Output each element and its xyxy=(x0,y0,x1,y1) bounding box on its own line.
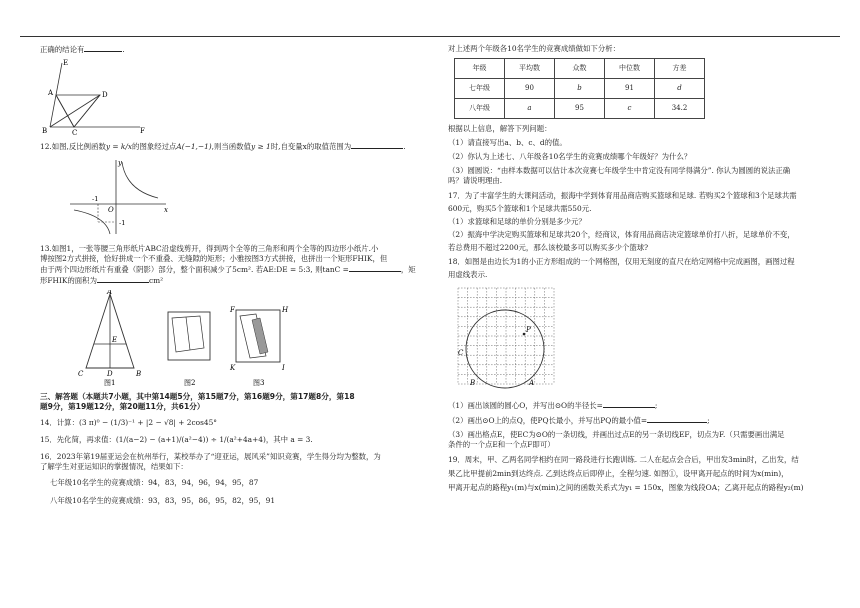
svg-text:图2: 图2 xyxy=(184,378,196,386)
svg-text:E: E xyxy=(112,335,118,344)
axis-label: y xyxy=(118,158,122,167)
q14-text: 14．计算：(3 π)⁰ − (1/3)⁻¹ + |2 − √8| + 2cos45° xyxy=(40,418,217,428)
origin-label: O xyxy=(108,205,114,214)
q16-text: 16．2023年第19届亚运会在杭州举行，某校举办了“迎亚运，展风采”知识竞赛，学生得分均为整数，为 了解学生对亚运知识的掌握情况，结果如下： 七年级10名学生的竞赛成绩：94，83，94，96，94，95，87 八年级10名学生的竞赛成绩：93，83，95，86，95，82，95，91 xyxy=(40,452,381,506)
fig-label: A xyxy=(48,88,54,97)
answer-blank xyxy=(84,44,122,52)
svg-text:B: B xyxy=(470,378,476,387)
q17-text: 17．为了丰富学生的大课间活动，振海中学到体育用品商店购买篮球和足球. 若购买2个篮球和3个足球共需 600元，购买5个篮球和1个足球共需550元. （1）求篮球和足球的单价分别是多少元？ （2）振海中学决定购买篮球和足球共20个，经商议，体育用品商店决定篮球单价打八折，足球单价不变， 若总费用不超过2200元，那么该校最多可以购买多少个篮球? xyxy=(448,190,797,252)
q11-figure xyxy=(40,55,150,135)
fig-label: C xyxy=(72,128,78,135)
axis-label: x xyxy=(164,205,168,214)
svg-text:I: I xyxy=(282,363,285,372)
header-rule xyxy=(20,36,840,37)
section-3-heading: 三、解答题（本题共7小题，其中第14题5分，第15题7分，第16题9分，第17题8分，第18 题9分，第19题12分，第20题11分，共61分） xyxy=(40,391,355,412)
answer-blank xyxy=(647,415,707,423)
svg-text:B: B xyxy=(136,369,142,378)
q12-text: 12.如图,反比例函数y = k/x的图象经过点A(−1,−1),则当函数值y ≥ 1时,自变量x的取值范围为 . xyxy=(40,141,406,151)
tick-label: -1 xyxy=(119,218,126,227)
q16-table-intro: 对上述两个年级各10名学生的竞赛成绩做如下分析： xyxy=(448,44,621,53)
answer-blank xyxy=(603,400,655,408)
svg-text:C: C xyxy=(78,369,84,378)
svg-text:D: D xyxy=(107,369,113,378)
svg-text:P: P xyxy=(526,325,531,334)
right-column xyxy=(448,44,828,493)
q18-grid-figure xyxy=(454,284,564,396)
svg-text:A: A xyxy=(529,378,535,387)
fig-label: D xyxy=(102,90,108,99)
svg-text:C: C xyxy=(458,348,464,357)
tick-label: -1 xyxy=(92,194,99,203)
table-row: 七年级 90 b 91 d xyxy=(455,78,705,98)
q18-text: 18．如图是由边长为1的小正方形组成的一个网格图，仅用无刻度的直尺在给定网格中完成画图，画图过程 用虚线表示. xyxy=(448,256,795,279)
table-header-row: 年级 平均数 众数 中位数 方差 xyxy=(455,58,705,78)
fig-label: E xyxy=(63,58,69,67)
svg-text:A: A xyxy=(107,289,113,296)
left-column xyxy=(40,44,440,506)
svg-text:图1: 图1 xyxy=(104,378,116,386)
score-table xyxy=(454,58,705,119)
q15-text: 15．先化简，再求值：(1/(a−2) − (a+1)/(a²−4)) ÷ 1/(a²+4a+4)，其中 a = 3. xyxy=(40,435,313,445)
svg-text:H: H xyxy=(282,305,289,314)
svg-text:F: F xyxy=(230,305,235,314)
answer-blank xyxy=(97,275,149,283)
q18-parts: （1）画出该圆的圆心O，并写出⊙O的半径长= ; （2）画出⊙O上的点Q，使PQ长最小，并写出PQ的最小值= ; （3）画出格点E，使EC为⊙O的一条切线，并画出过点E的另一条切线EF，切点为F.（只需要画出满足 条件的一个点E和一个点F即可） xyxy=(448,400,785,449)
answer-blank xyxy=(349,264,401,272)
fig-label: F xyxy=(140,126,145,135)
answer-blank xyxy=(351,141,403,149)
q13-figures xyxy=(60,290,360,386)
fig-label: B xyxy=(42,126,48,135)
svg-text:图3: 图3 xyxy=(253,378,265,386)
table-row: 八年级 a 95 c 34.2 xyxy=(455,98,705,118)
q12-graph xyxy=(62,156,172,238)
q19-text: 19．周末，甲、乙两名同学相约在同一路段进行长跑训练. 二人在起点会合后，甲出发3min时，乙出发，结 果乙比甲提前2min到达终点. 乙到达终点后即停止，全程匀速. 如图①，设甲离开起点的时间为x(min)， 甲离开起点的路程y₁(m)与x(min)之间的函数关系式为y₁ = 150x，图象为线段OA；乙离开起点的路程y₂(m) xyxy=(448,454,804,492)
svg-text:K: K xyxy=(230,363,236,372)
q16-parts: 根据以上信息，解答下列问题： （1）请直接写出a、b、c、d的值。 （2）你认为上述七、八年级各10名学生的竞赛成绩哪个年级好？为什么？ （3）圆圆说：“由样本数据可以估计本次竞赛七年级学生中肯定没有同学得满分”. 你认为圆圆的说法正确 吗？请说明理由. xyxy=(448,123,791,185)
q13-text: 13.如图1，一张等腰三角形纸片ABC沿虚线剪开，得到两个全等的三角形和两个全等的四边形小纸片.小 博按图2方式拼接，恰好拼成一个不重叠、无缝隙的矩形；小雅按图3方式拼接，也拼出一个矩形FHIK，但 由于两个四边形纸片有重叠（阴影）部分，整个面积减少了5cm². 若AE:DE = 5:3, 则tanC = ，矩 形FHIK的面积为 cm² xyxy=(40,243,416,285)
q11-tail: 正确的结论有 . xyxy=(40,45,125,54)
